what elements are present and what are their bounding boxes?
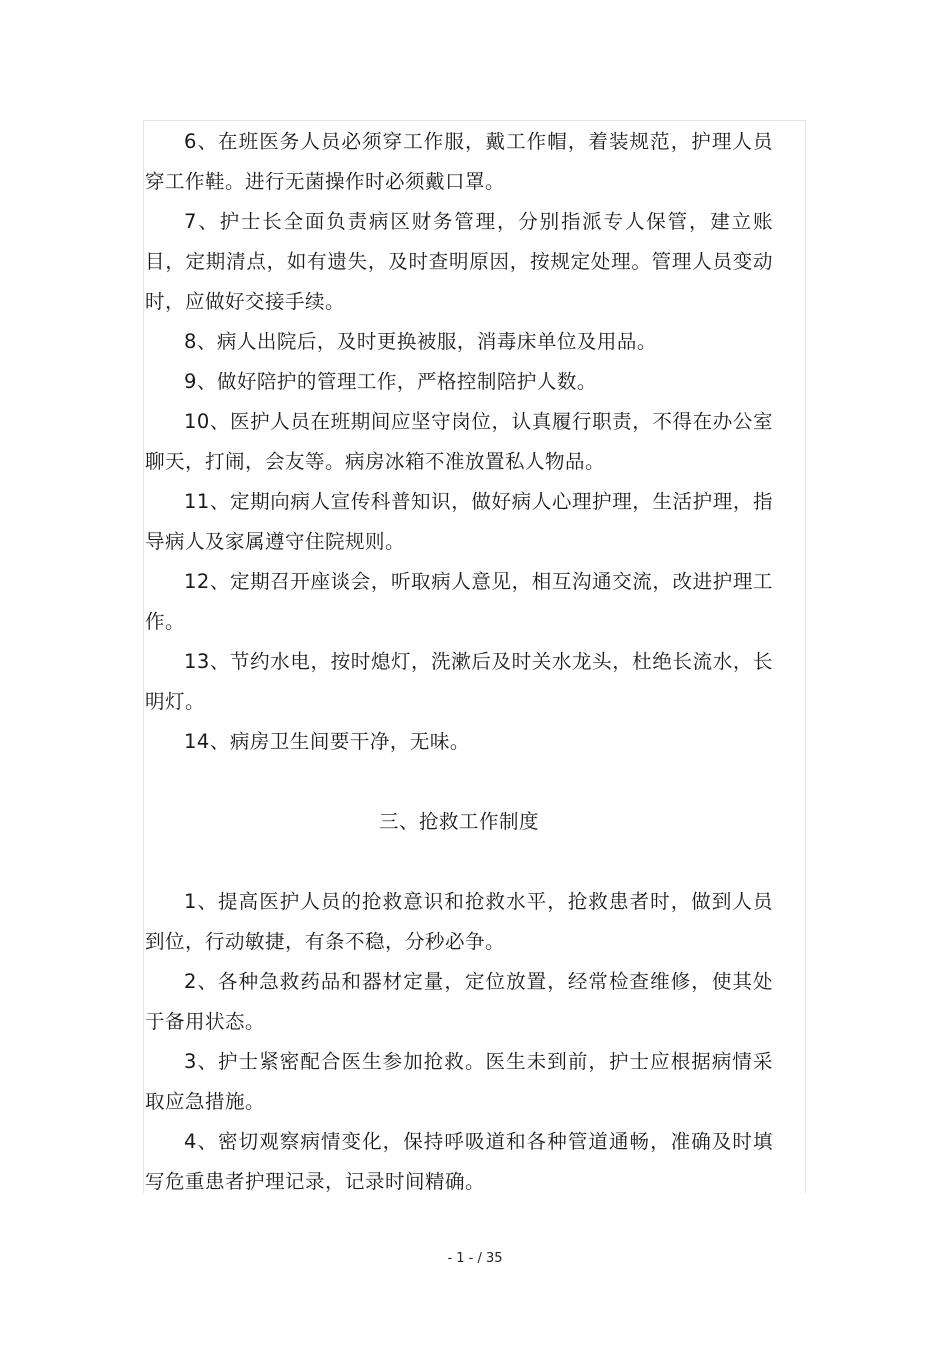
- section-spacer-top: [145, 762, 773, 802]
- rescue-paragraph-3: 3、护士紧密配合医生参加抢救。医生未到前，护士应根据病情采取应急措施。: [145, 1050, 773, 1113]
- document-body: [145, 122, 773, 1202]
- paragraph-10: 10、医护人员在班期间应坚守岗位，认真履行职责，不得在办公室聊天，打闹，会友等。病房冰箱不准放置私人物品。: [145, 410, 773, 473]
- paragraph-14: 14、病房卫生间要干净，无味。: [184, 730, 470, 753]
- paragraph-8: 8、病人出院后，及时更换被服，消毒床单位及用品。: [184, 330, 657, 353]
- section-title: 三、抢救工作制度: [378, 810, 539, 833]
- page-number: - 1 - / 35: [447, 1251, 503, 1266]
- rescue-paragraph-2: 2、各种急救药品和器材定量，定位放置，经常检查维修，使其处于备用状态。: [145, 970, 773, 1033]
- paragraph-11: 11、定期向病人宣传科普知识，做好病人心理护理，生活护理，指导病人及家属遵守住院规则。: [145, 490, 773, 553]
- paragraph-9: 9、做好陪护的管理工作，严格控制陪护人数。: [184, 370, 597, 393]
- paragraph-12: 12、定期召开座谈会，听取病人意见，相互沟通交流，改进护理工作。: [145, 570, 773, 633]
- paragraph-7: 7、护士长全面负责病区财务管理，分别指派专人保管，建立账目，定期清点，如有遗失，及时查明原因，按规定处理。管理人员变动时，应做好交接手续。: [145, 210, 773, 313]
- paragraph-6: 6、在班医务人员必须穿工作服，戴工作帽，着装规范，护理人员穿工作鞋。进行无菌操作时必须戴口罩。: [145, 130, 773, 193]
- rescue-paragraph-1: 1、提高医护人员的抢救意识和抢救水平，抢救患者时，做到人员到位，行动敏捷，有条不稳，分秒必争。: [145, 890, 773, 953]
- rescue-paragraph-4: 4、密切观察病情变化，保持呼吸道和各种管道通畅，准确及时填写危重患者护理记录，记录时间精确。: [145, 1130, 773, 1193]
- section-spacer-bottom: [145, 842, 773, 882]
- paragraph-13: 13、节约水电，按时熄灯，洗漱后及时关水龙头，杜绝长流水，长明灯。: [145, 650, 773, 713]
